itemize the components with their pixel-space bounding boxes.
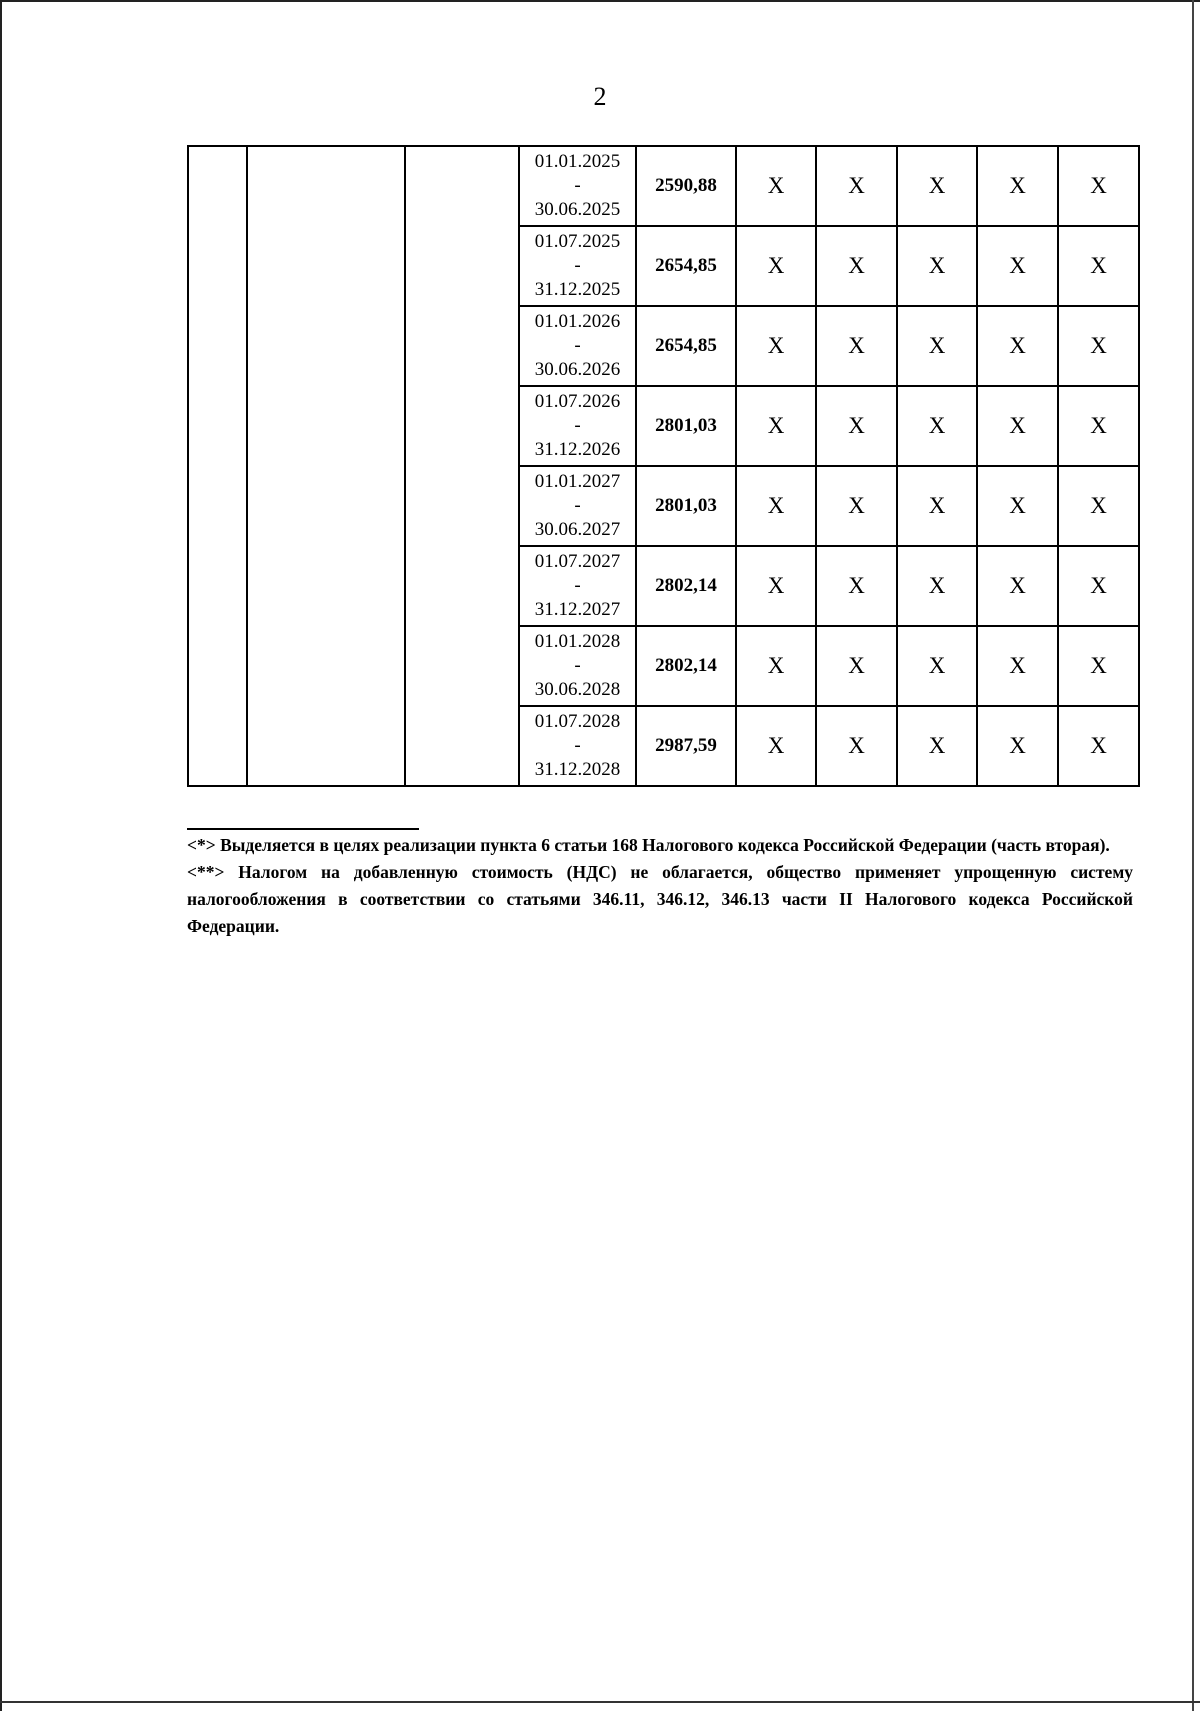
- period-start: 01.01.2028: [534, 631, 621, 652]
- x-mark-cell: X: [897, 706, 977, 786]
- price-cell: 2654,85: [636, 306, 736, 386]
- x-mark-cell: X: [897, 626, 977, 706]
- footnote-1: <*> Выделяется в целях реализации пункта 6 статьи 168 Налогового кодекса Российской Федерации (часть вторая).: [187, 835, 1110, 855]
- period-separator: -: [574, 335, 581, 356]
- x-mark-cell: X: [816, 146, 897, 226]
- x-mark-cell: X: [897, 466, 977, 546]
- period-end: 31.12.2025: [534, 279, 621, 300]
- x-mark-cell: X: [816, 306, 897, 386]
- x-mark-cell: X: [897, 306, 977, 386]
- period-start: 01.07.2025: [534, 231, 621, 252]
- period-cell: [519, 706, 636, 786]
- period-start: 01.07.2027: [534, 551, 621, 572]
- period-cell: [519, 466, 636, 546]
- x-mark-cell: X: [816, 226, 897, 306]
- blank-col-3: [405, 146, 519, 786]
- page-border-right: [1192, 0, 1194, 1711]
- price-cell: 2802,14: [636, 626, 736, 706]
- x-mark-cell: X: [816, 706, 897, 786]
- tariff-table-body: [188, 146, 1139, 786]
- period-cell: [519, 546, 636, 626]
- footnote-rule: [187, 828, 419, 830]
- x-mark-cell: X: [897, 146, 977, 226]
- x-mark-cell: X: [1058, 386, 1139, 466]
- period-end: 30.06.2028: [534, 679, 621, 700]
- x-mark-cell: X: [977, 146, 1058, 226]
- price-cell: 2802,14: [636, 546, 736, 626]
- period-separator: -: [574, 655, 581, 676]
- price-cell: 2801,03: [636, 386, 736, 466]
- x-mark-cell: X: [736, 466, 816, 546]
- price-cell: 2801,03: [636, 466, 736, 546]
- x-mark-cell: X: [1058, 706, 1139, 786]
- x-mark-cell: X: [816, 546, 897, 626]
- x-mark-cell: X: [977, 306, 1058, 386]
- period-separator: -: [574, 255, 581, 276]
- x-mark-cell: X: [1058, 466, 1139, 546]
- period-end: 31.12.2028: [534, 759, 621, 780]
- period-separator: -: [574, 495, 581, 516]
- price-cell: 2987,59: [636, 706, 736, 786]
- x-mark-cell: X: [897, 386, 977, 466]
- period-separator: -: [574, 575, 581, 596]
- x-mark-cell: X: [977, 226, 1058, 306]
- period-cell: [519, 146, 636, 226]
- x-mark-cell: X: [736, 226, 816, 306]
- period-end: 30.06.2027: [534, 519, 621, 540]
- x-mark-cell: X: [977, 546, 1058, 626]
- period-cell: [519, 306, 636, 386]
- x-mark-cell: X: [736, 706, 816, 786]
- x-mark-cell: X: [897, 546, 977, 626]
- x-mark-cell: X: [736, 306, 816, 386]
- x-mark-cell: X: [977, 626, 1058, 706]
- period-cell: [519, 226, 636, 306]
- x-mark-cell: X: [736, 546, 816, 626]
- x-mark-cell: X: [897, 226, 977, 306]
- x-mark-cell: X: [977, 466, 1058, 546]
- footnote-2: <**> Налогом на добавленную стоимость (НДС) не облагается, общество применяет упрощенную систему налогообложения в соответствии со статьями 346.11, 346.12, 346.13 части II Налогового кодекса Российской Федерации.: [187, 862, 1133, 936]
- period-end: 31.12.2026: [534, 439, 621, 460]
- page-border-left: [0, 0, 2, 1711]
- x-mark-cell: X: [1058, 146, 1139, 226]
- period-end: 31.12.2027: [534, 599, 621, 620]
- x-mark-cell: X: [736, 386, 816, 466]
- x-mark-cell: X: [1058, 306, 1139, 386]
- period-separator: -: [574, 735, 581, 756]
- period-cell: [519, 626, 636, 706]
- page-border-top: [0, 0, 1200, 2]
- x-mark-cell: X: [816, 386, 897, 466]
- x-mark-cell: X: [736, 626, 816, 706]
- period-separator: -: [574, 415, 581, 436]
- x-mark-cell: X: [816, 626, 897, 706]
- footnotes: [187, 832, 1133, 940]
- price-cell: 2590,88: [636, 146, 736, 226]
- period-end: 30.06.2025: [534, 199, 621, 220]
- table-row: [188, 146, 1139, 226]
- tariff-table: [187, 145, 1140, 787]
- blank-col-1: [188, 146, 247, 786]
- x-mark-cell: X: [977, 386, 1058, 466]
- x-mark-cell: X: [1058, 226, 1139, 306]
- period-separator: -: [574, 175, 581, 196]
- period-start: 01.01.2026: [534, 311, 621, 332]
- page-border-bottom: [0, 1701, 1200, 1703]
- period-start: 01.01.2027: [534, 471, 621, 492]
- x-mark-cell: X: [977, 706, 1058, 786]
- x-mark-cell: X: [736, 146, 816, 226]
- period-end: 30.06.2026: [534, 359, 621, 380]
- price-cell: 2654,85: [636, 226, 736, 306]
- blank-col-2: [247, 146, 405, 786]
- x-mark-cell: X: [1058, 626, 1139, 706]
- period-start: 01.07.2026: [534, 391, 621, 412]
- page-number: 2: [593, 82, 607, 111]
- period-start: 01.01.2025: [534, 151, 621, 172]
- period-cell: [519, 386, 636, 466]
- period-start: 01.07.2028: [534, 711, 621, 732]
- x-mark-cell: X: [1058, 546, 1139, 626]
- x-mark-cell: X: [816, 466, 897, 546]
